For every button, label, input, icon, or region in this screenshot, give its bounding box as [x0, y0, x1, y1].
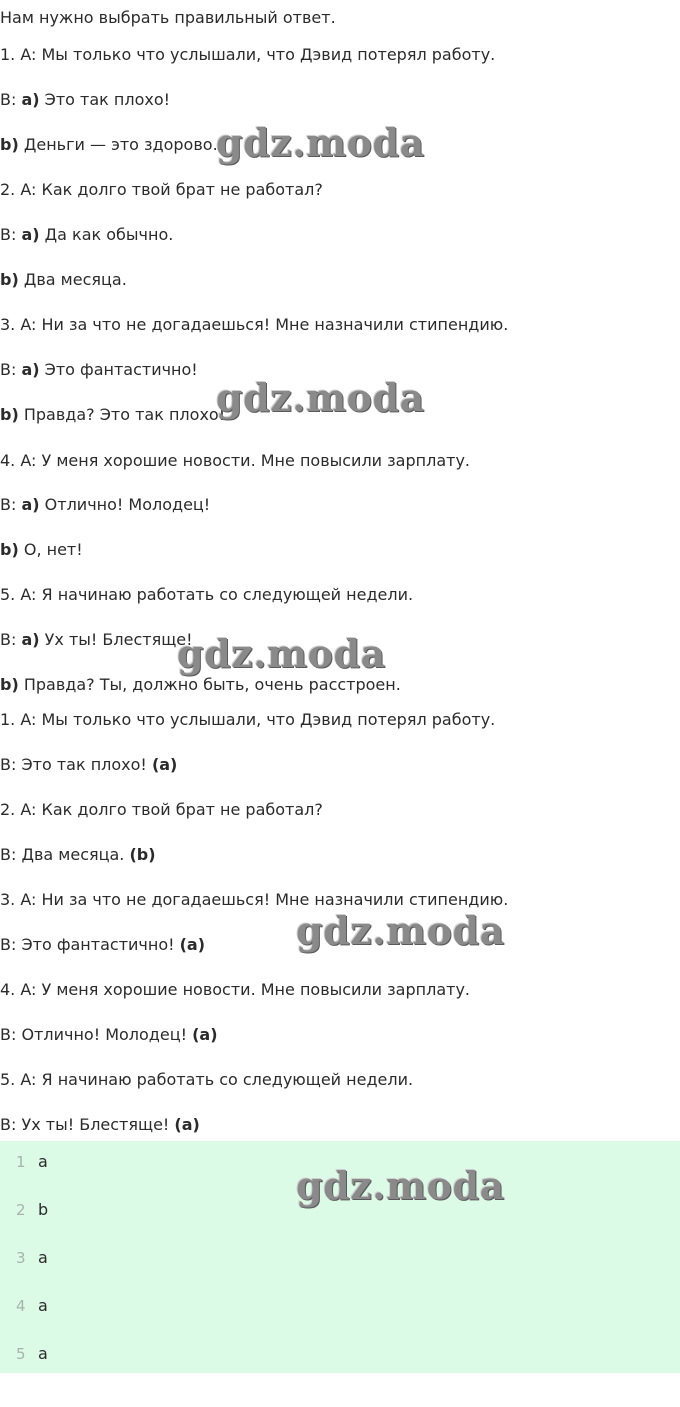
answer-value: a	[38, 1248, 48, 1267]
solution-question-1: 1. A: Мы только что услышали, что Дэвид потерял работу.	[0, 710, 496, 729]
option-text: Это фантастично!	[39, 360, 198, 379]
answer-value: a	[38, 1344, 48, 1363]
exercise-option-b-3	[0, 405, 225, 425]
speaker-label: B:	[0, 90, 22, 109]
solution-question-3: 3. A: Ни за что не догадаешься! Мне назначили стипендию.	[0, 890, 509, 909]
answer-value: a	[38, 1152, 48, 1171]
solution-question-2: 2. A: Как долго твой брат не работал?	[0, 800, 323, 819]
reply-choice: (a)	[192, 1025, 218, 1044]
solution-question-4: 4. A: У меня хорошие новости. Мне повысили зарплату.	[0, 980, 470, 999]
option-text: Два месяца.	[18, 270, 127, 289]
speaker-label: B:	[0, 360, 22, 379]
answer-value: a	[38, 1296, 48, 1315]
option-text: Да как обычно.	[39, 225, 174, 244]
exercise-question-5: 5. A: Я начинаю работать со следующей недели.	[0, 585, 414, 604]
solution-reply-1	[0, 755, 177, 775]
solution-reply-5	[0, 1115, 200, 1135]
reply-text: B: Два месяца.	[0, 845, 130, 864]
watermark: gdz.moda	[296, 1163, 505, 1208]
option-text: Правда? Ты, должно быть, очень расстроен.	[18, 675, 401, 694]
reply-choice: (b)	[129, 845, 156, 864]
option-text: Ух ты! Блестяще!	[39, 630, 193, 649]
reply-text: B: Отлично! Молодец!	[0, 1025, 193, 1044]
answer-number: 1	[16, 1153, 26, 1171]
solution-question-5: 5. A: Я начинаю работать со следующей недели.	[0, 1070, 414, 1089]
exercise-option-b-5	[0, 675, 401, 695]
solution-reply-4	[0, 1025, 218, 1045]
reply-choice: (a)	[174, 1115, 200, 1134]
option-key: a)	[21, 225, 40, 244]
answer-number: 4	[16, 1297, 26, 1315]
option-text: Это так плохо!	[39, 90, 171, 109]
exercise-option-a-5	[0, 630, 193, 650]
watermark: gdz.moda	[216, 375, 425, 420]
option-key: a)	[21, 495, 40, 514]
option-key: a)	[21, 90, 40, 109]
exercise-option-b-2	[0, 270, 127, 290]
exercise-question-2: 2. A: Как долго твой брат не работал?	[0, 180, 323, 199]
reply-choice: (a)	[151, 755, 178, 774]
watermark: gdz.moda	[216, 120, 425, 165]
option-text: Правда? Это так плохо!	[18, 405, 226, 424]
reply-choice: (a)	[179, 935, 206, 954]
exercise-question-4: 4. A: У меня хорошие новости. Мне повысили зарплату.	[0, 451, 470, 470]
watermark: gdz.moda	[177, 631, 386, 676]
option-text: О, нет!	[18, 540, 83, 559]
exercise-option-a-3	[0, 360, 198, 380]
exercise-question-1: 1. A: Мы только что услышали, что Дэвид потерял работу.	[0, 45, 496, 64]
answer-number: 3	[16, 1249, 26, 1267]
option-text: Деньги — это здорово.	[18, 135, 218, 154]
option-key: a)	[21, 630, 40, 649]
speaker-label: B:	[0, 225, 22, 244]
answer-value: b	[38, 1200, 49, 1219]
reply-text: B: Ух ты! Блестяще!	[0, 1115, 175, 1134]
solution-reply-3	[0, 935, 205, 955]
speaker-label: B:	[0, 630, 22, 649]
option-key: b)	[0, 675, 19, 694]
exercise-question-3: 3. A: Ни за что не догадаешься! Мне назначили стипендию.	[0, 315, 509, 334]
option-key: b)	[0, 135, 19, 154]
solution-reply-2	[0, 845, 156, 865]
option-key: b)	[0, 270, 19, 289]
exercise-option-b-4	[0, 540, 83, 560]
exercise-option-a-1	[0, 90, 170, 110]
exercise-option-a-2	[0, 225, 173, 245]
speaker-label: B:	[0, 495, 22, 514]
option-key: b)	[0, 540, 19, 559]
answer-number: 2	[16, 1201, 26, 1219]
reply-text: B: Это так плохо!	[0, 755, 152, 774]
answer-number: 5	[16, 1345, 26, 1363]
exercise-option-a-4	[0, 495, 210, 515]
intro-text: Нам нужно выбрать правильный ответ.	[0, 8, 336, 27]
exercise-option-b-1	[0, 135, 218, 155]
option-text: Отлично! Молодец!	[39, 495, 211, 514]
option-key: b)	[0, 405, 19, 424]
reply-text: B: Это фантастично!	[0, 935, 180, 954]
watermark: gdz.moda	[296, 908, 505, 953]
option-key: a)	[21, 360, 40, 379]
